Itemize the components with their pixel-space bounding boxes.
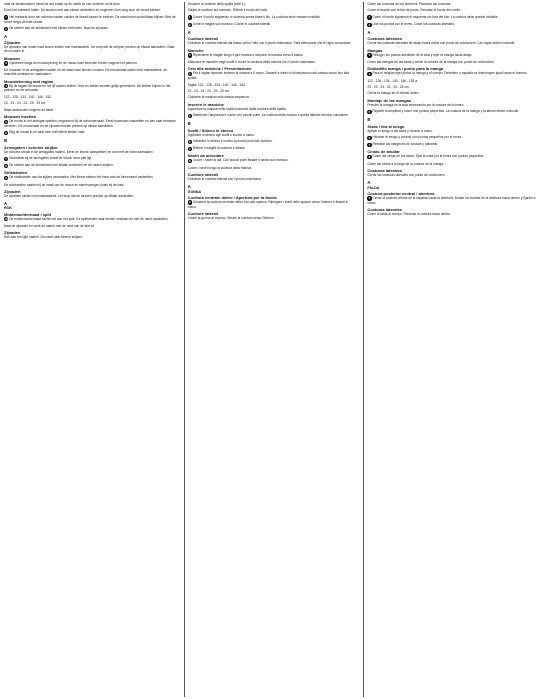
step-text: Cerrar la costura central de la espalda hasta la abertura. Doblar los bordes de la abertura hacia dentro y fijarlos a mano. <box>367 195 536 205</box>
section-heading: Sisas / tira al sesgo <box>367 123 405 129</box>
paragraph: haal de sierstrookken vanaf de wol eraan op en steek ze van onderen recht door <box>4 2 120 6</box>
paragraph: De strikbanden naaien bij de naad van de mouw en samenvoegen zoals bij de hals. <box>4 182 125 187</box>
column-dutch <box>4 2 177 697</box>
step-number-badge: 3 <box>5 61 7 66</box>
step-text: Recoger los puntos alrededor de la sisa y tejer la manga hacia abajo. <box>372 52 473 57</box>
numbered-step <box>188 200 357 209</box>
section-heading: Cucitura centrale dietro / Apertura per la fascia <box>187 194 277 200</box>
numbered-step <box>367 109 536 114</box>
numbered-step <box>4 15 177 24</box>
numbered-step <box>4 61 177 66</box>
step-number-badge: 6 <box>368 135 371 140</box>
section-heading: Costuras laterales <box>367 36 403 42</box>
paragraph: Chiudere le cuciture laterali con il punto materasso. <box>187 177 262 182</box>
column-spanish <box>363 2 536 697</box>
numbered-step <box>367 71 536 76</box>
section-heading: Cuciture laterali <box>187 210 218 216</box>
step-number-badge: 7 <box>5 156 7 161</box>
numbered-step <box>188 22 357 27</box>
numbered-step <box>4 119 177 128</box>
step-number-badge: 4 <box>188 71 191 76</box>
paragraph: 122 - 128 - 134 - 140 - 146 - 152 a <box>367 78 418 83</box>
step-number-badge: 1 <box>368 15 371 20</box>
step-number-badge: 2 <box>368 22 371 27</box>
section-heading: Middenachternaad / split <box>4 211 51 217</box>
paragraph: Cucire la gonna al corpino. Stirare la cucitura verso l'interno. <box>187 215 275 220</box>
section-heading: Montaje de las mangas <box>367 97 412 103</box>
step-number-badge: 9 <box>368 196 371 201</box>
step-number-badge: 9 <box>188 200 191 205</box>
step-text: Rifinire i margini di cucitura e stirare. <box>192 146 246 151</box>
step-number-badge: 6 <box>5 130 7 135</box>
step-text: Per il raglan lavorare insieme la manica e il corpo. Davanti e dietro si diminuiscono allo stesso modo fino alla spalla. <box>187 71 349 81</box>
section-heading: Costuras laterales <box>367 167 403 173</box>
section-heading: Strikbanden <box>4 170 28 176</box>
numbered-step <box>4 130 177 135</box>
step-number-badge: 2 <box>5 26 7 31</box>
step-text: De steken aan de achterkant met elkaar verbinden. Naai de zijnaden. <box>9 26 109 31</box>
section-heading: Inserire le maniche <box>187 101 224 107</box>
section-heading: Zijnaden <box>4 230 21 236</box>
section-heading: Scalfi / Sbieco in sbieco <box>187 127 234 133</box>
numbered-step <box>4 163 177 168</box>
numbered-step <box>367 135 536 140</box>
section-heading: Maniche <box>187 47 204 53</box>
section-heading: Mouwen inzetten <box>4 114 37 120</box>
paragraph: Cucire i nastri lungo la cucitura della manica. <box>187 165 253 170</box>
section-heading: Mangas <box>367 47 383 53</box>
paragraph: 122 - 128 - 134 - 140 - 146 - 152 <box>4 94 51 99</box>
step-number-badge: 3 <box>368 53 371 58</box>
numbered-step <box>367 15 536 20</box>
paragraph: De zijnaden sluiten met matrassteek. Let erop dat de strepen precies op elkaar aansluiten. <box>4 193 135 198</box>
step-text: Doorsteek bij de armsgaten zodat de strook mooi plat ligt. <box>9 155 93 160</box>
paragraph: Chiudere le cuciture laterali dal basso verso l'alto con il punto materasso. Fare attenzione che le righe coincidano. <box>187 41 352 46</box>
step-text: Rijg de mouw in en naai hem met kleine steken vast. <box>9 130 86 135</box>
step-text: Bij de raglan de mouw en het lijf samen breien. Voor en achter worden gelijk geminderd. De steken blijven in het patroon tot de schouder. <box>4 83 171 93</box>
step-text: Para el ranglán tejer juntos la manga y el cuerpo. Delantero y espalda se disminuyen igual hasta el hombro. <box>372 71 528 76</box>
paragraph: De schuine strook in de armsgaten naaien. Eerst de strook vastspelden en dan met de hand aannaaien. <box>4 149 154 154</box>
paragraph: chiudere le cuciture della spalla (vedi 1). <box>187 2 246 6</box>
step-number-badge: 4 <box>5 84 7 89</box>
paragraph: Coser la falda al cuerpo. Planchar la costura hacia dentro. <box>367 211 451 216</box>
numbered-step <box>367 154 536 159</box>
step-text: Repartir la amplitud y coser con puntos pequeños. La costura de la manga y la lateral deben coincidir. <box>372 109 520 114</box>
paragraph: Attaccare le maniche negli scalfi e cucire la cucitura della manica con il punto materasso. <box>187 59 316 64</box>
paragraph: Cerrar las costuras laterales de abajo hacia arriba con punto de colchonero. Las rayas deben coincidir. <box>367 41 516 46</box>
step-number-badge: 4 <box>368 71 371 76</box>
paragraph: 23 - 23 - 24 - 24 - 25 - 25 cm <box>187 89 230 94</box>
section-heading: Mouwen <box>4 55 20 61</box>
step-text: De middenachternaad sluiten tot aan het split. De splitranden naar binnen omslaan en met de hand vastzetten. <box>9 216 169 221</box>
step-text: Unire le maglie sul rovescio. Cucire le cuciture laterali. <box>192 22 271 27</box>
paragraph: Maat aanhouden volgens de tabel. <box>4 107 54 112</box>
step-text: Hilvanar el sesgo y coserlo con puntos pequeños por el revés. <box>372 135 463 140</box>
numbered-step <box>4 26 177 31</box>
numbered-step <box>188 146 357 151</box>
numbered-step <box>4 175 177 180</box>
numbered-step <box>367 142 536 147</box>
paragraph: Coser el escote con la tira de punto. Rematar el borde del cuello. <box>367 8 461 13</box>
section-letter: A <box>187 29 191 35</box>
step-text: De steken aan de binnenkant met elkaar verbinden en de naden strijken. <box>9 163 114 168</box>
paragraph: Coser las cintas a lo largo de la costura de la manga. <box>367 161 444 166</box>
paragraph: De mouwen in de armsgaten naaien en de naad naar binnen vouwen. De mouwnaad sluiten met matrassteek, de manchet omslaan en vastnaaien. <box>4 68 167 77</box>
step-number-badge: 9 <box>5 175 7 180</box>
numbered-step <box>188 158 357 163</box>
section-letter: B <box>4 138 8 144</box>
step-text: De strikbanden aan de zijkant vastnaaien. Met kleine steken het band aan de binnenkant vastzetten. <box>9 175 154 180</box>
section-letter: A <box>4 200 8 206</box>
garment-heading: GONNA <box>187 189 202 194</box>
numbered-step <box>4 217 177 222</box>
step-text: Cucire i nastri ai lati. Con piccoli punti fissare il nastro sul rovescio. <box>192 158 289 163</box>
numbered-step <box>188 53 357 58</box>
step-text: Cucire il bordo seguendo lo schema senza tirare il filo. La cucitura deve restare invisibile. <box>192 14 321 19</box>
numbered-step <box>4 156 177 161</box>
garment-heading: FALDA <box>367 185 380 190</box>
section-letter: B <box>367 117 371 123</box>
section-heading: Zijnaden <box>4 188 21 194</box>
numbered-step <box>367 196 536 205</box>
paragraph: 23 - 23 - 24 - 24 - 25 - 25 cm <box>367 84 409 89</box>
step-number-badge: 5 <box>368 109 371 114</box>
section-heading: Nastri da annodare <box>187 153 224 159</box>
step-number-badge: 5 <box>5 119 7 124</box>
numbered-step <box>188 139 357 144</box>
step-text: Imbastire lo sbieco e cucirlo a piccoli punti dal rovescio. <box>192 139 273 144</box>
step-number-badge: 6 <box>188 139 191 144</box>
step-text: Het breiwerk door het schema naaien zonder de draad tussen te trekken. De naad moet onzichtbaar blijven. Brei de boord langs de hals verder. <box>4 14 176 24</box>
numbered-step <box>188 113 357 118</box>
paragraph: Appuntare la manica nello scalfo iniziando dalla cucitura della spalla. <box>187 106 287 111</box>
step-number-badge: 8 <box>368 154 371 159</box>
step-number-badge: 10 <box>4 217 8 222</box>
column-italian <box>184 2 357 697</box>
paragraph: Naai de zijnaden en werk de naden met de rand van de stof af. <box>4 223 95 228</box>
section-heading: Cuciture laterali <box>187 172 218 178</box>
step-text: Coser las cintas en los lados. Fijar la cinta por el revés con puntos pequeños. <box>372 154 484 159</box>
paragraph: Cerrar la manga en el mismo orden. <box>367 91 420 96</box>
step-text: Coser el borde siguiendo el esquema sin tirar del hilo. La costura debe quedar invisible. <box>372 14 499 19</box>
section-letter: A <box>4 33 8 39</box>
section-heading: Zijnaden <box>4 40 21 46</box>
paragraph: Applicare lo sbieco agli scalfi e cucirlo a mano. <box>187 132 255 137</box>
numbered-step <box>4 84 177 93</box>
section-heading: Orlo alle maniche / Presentazione <box>187 66 252 72</box>
numbered-step <box>188 15 357 20</box>
step-number-badge: 5 <box>188 113 191 118</box>
section-heading: Cintas de anudar <box>367 149 400 155</box>
paragraph: Aplicar el sesgo a las sisas y coserlo a mano. <box>367 128 433 133</box>
step-number-badge: 3 <box>188 53 191 58</box>
step-number-badge: 8 <box>188 159 191 163</box>
section-heading: Mouwtekening met raglan <box>4 78 54 84</box>
numbered-step <box>188 71 357 80</box>
step-number-badge: 8 <box>5 163 7 168</box>
step-text: Unir los puntos por el revés. Coser las costuras laterales. <box>372 22 455 27</box>
step-number-badge: 1 <box>5 15 7 20</box>
paragraph: 23 - 23 - 24 - 24 - 25 - 25 cm <box>4 101 46 106</box>
paragraph: Taglia: 122 - 128 - 134 - 140 - 146 - 152 <box>187 82 245 87</box>
paragraph: Eerst het breiwerk halen. De stroken met aan elkaar vastzetten en ongeveer 2cm lang door de boord zakken. <box>4 8 161 13</box>
section-heading: Armsgaten / schuine strijker <box>4 144 58 150</box>
garment-heading: ROK <box>4 206 12 211</box>
paragraph: Coser las mangas en las sisas y cerrar la costura de la manga con punto de colchonero. <box>367 59 495 64</box>
section-heading: Cuciture laterali <box>187 36 218 42</box>
paragraph: Coser las costuras de los hombros. Planchar las costuras. <box>367 2 452 6</box>
step-text: Opnemen langs de mouwopening en de mouw naar beneden breien volgens het patroon. <box>9 60 138 65</box>
step-number-badge: 2 <box>188 22 191 27</box>
step-text: De mouw in het armsgat spelden, beginnend bij de schoudernaad. Eerst bovenaan vastzetten en dan naar beneden verdelen. De mouwnaad en de zijnaad moeten precies op elkaar aansluiten. <box>4 119 176 128</box>
section-heading: Costuras laterales <box>367 206 403 212</box>
paragraph: Prender la manga en la sisa empezando por la costura del hombro. <box>367 102 465 107</box>
paragraph: Cerrar las costuras laterales con punto de colchonero. <box>367 172 446 177</box>
step-number-badge: 7 <box>188 146 191 151</box>
numbered-step <box>367 53 536 58</box>
numbered-step <box>367 22 536 27</box>
step-text: Riprendere le maglie lungo il giro manica e lavorare la manica verso il basso. <box>192 52 304 57</box>
step-text: Distribuire l'ampiezza e cucire con piccoli punti. La cucitura della manica e quella laterale devono coincidere. <box>192 113 349 118</box>
section-heading: Dobladillo manga / punto para la manga <box>367 66 444 72</box>
section-letter: B <box>187 121 191 127</box>
section-letter: A <box>187 184 191 190</box>
paragraph: Chiudere la manica nella stessa sequenza. <box>187 95 250 100</box>
paragraph: Stirare le cuciture sul rovescio. Rifinire il bordo del collo. <box>187 8 269 13</box>
paragraph: Rok aan het lijfje naaien. De naad naar binnen strijken. <box>4 235 83 240</box>
step-text: Rematar los márgenes de costura y planchar. <box>372 142 439 147</box>
step-number-badge: 7 <box>368 142 371 147</box>
step-text: Chiudere la cucitura centrale dietro fino allo spacco. Ripiegare i bordi dello spacco verso l'interno e fissarli a mano. <box>187 199 348 209</box>
step-number-badge: 1 <box>188 15 191 20</box>
section-heading: Costura posterior central / abertura <box>367 190 435 196</box>
paragraph: De zijnaden van onder naar boven sluiten met matrassteek. Let erop dat de strepen precies op elkaar aansluiten. Naai de mouwen in. <box>4 45 175 54</box>
section-letter: A <box>367 180 371 186</box>
section-letter: A <box>367 29 371 35</box>
